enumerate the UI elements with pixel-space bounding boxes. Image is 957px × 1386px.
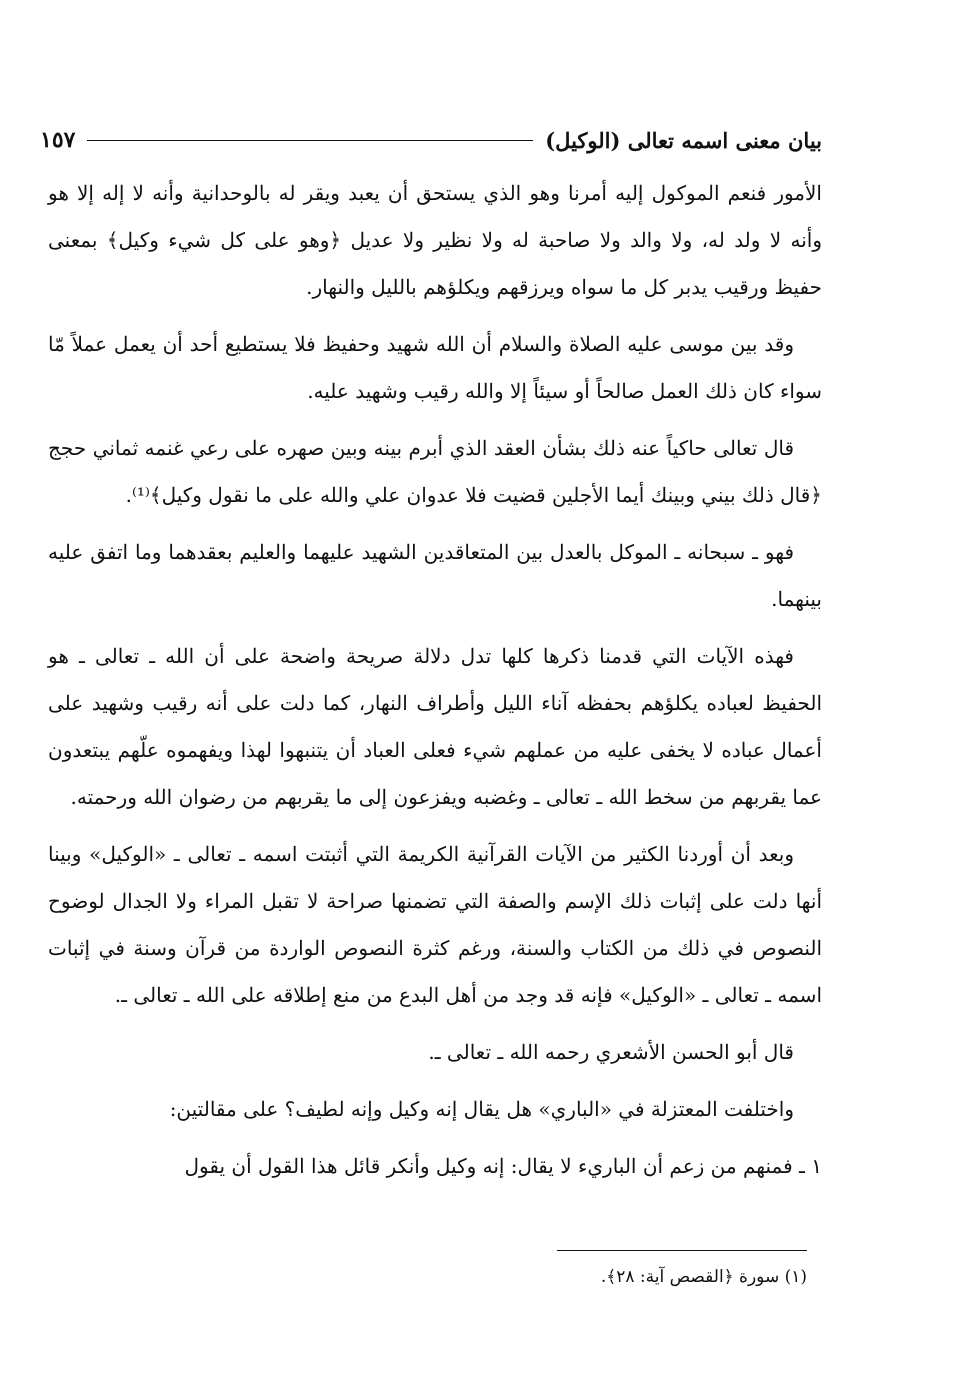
paragraph: واختلفت المعتزلة في «الباري» هل يقال إنه وكيل وإنه لطيف؟ على مقالتين: bbox=[169, 1097, 794, 1121]
paragraph: ١ ـ فمنهم من زعم أن الباريء لا يقال: إنه وكيل وأنكر قائل هذا القول أن يقول bbox=[184, 1154, 822, 1178]
page-number: ١٥٧ bbox=[40, 127, 76, 153]
paragraph: وبعد أن أوردنا الكثير من الآيات القرآنية الكريمة التي أثبتت اسمه ـ تعالى ـ «الوكيل» وبينا أنها دلت على إثبات ذلك الإسم والصفة التي تضمنها صراحة لا تقبل المراء ولا الجدال لوضوح النصوص في ذلك من الكتاب والسنة، ورغم كثرة النصوص الواردة من قرآن وسنة في إثبات اسمه ـ تعالى ـ «الوكيل» فإنه قد وجد من أهل البدع من منع إطلاقه على الله ـ تعالى ـ. bbox=[48, 842, 822, 1007]
body-text bbox=[48, 170, 822, 1200]
paragraph: قال أبو الحسن الأشعري رحمه الله ـ تعالى ـ. bbox=[428, 1040, 794, 1064]
running-title: بيان معنى اسمه تعالى (الوكيل) bbox=[545, 127, 822, 153]
paragraph: الأمور فنعم الموكول إليه أمرنا وهو الذي يستحق أن يعبد ويقر له بالوحدانية وأنه لا إله إلا هو وأنه لا ولد له، ولا والد ولا صاحبة له ولا نظير ولا عديل ﴿وهو على كل شيء وكيل﴾ بمعنى حفيظ ورقيب يدبر كل ما سواه ويرزقهم ويكلؤهم بالليل والنهار. bbox=[48, 181, 822, 299]
paragraph: فهذه الآيات التي قدمنا ذكرها كلها تدل دلالة صريحة واضحة على أن الله ـ تعالى ـ هو الحفيظ لعباده يكلؤهم بحفظه آناء الليل وأطراف النهار، كما دلت على أنه رقيب وشهيد على أعمال عباده لا يخفى عليه من عملهم شيء فعلى العباد أن يتنبهوا لهذا ويفهموه علّهم يبتعدون عما يقربهم من سخط الله ـ تعالى ـ وغضبه ويفزعون إلى ما يقربهم من رضوان الله ورحمته. bbox=[48, 644, 822, 809]
footnote: (١) سورة ﴿القصص آية: ٢٨﴾. bbox=[600, 1267, 807, 1287]
paragraph: قال تعالى حاكياً عنه ذلك بشأن العقد الذي أبرم بينه وبين صهره على رعي غنمه ثماني حجج ﴿قال ذلك بيني وبينك أيما الأجلين قضيت فلا عدوان علي والله على ما نقول وكيل﴾⁽¹⁾. bbox=[48, 436, 822, 507]
paragraph: وقد بين موسى عليه الصلاة والسلام أن الله شهيد وحفيظ فلا يستطيع أحد أن يعمل عملاً مّا سواء كان ذلك العمل صالحاً أو سيئاً إلا والله رقيب وشهيد عليه. bbox=[48, 332, 822, 403]
page-header bbox=[40, 118, 822, 162]
paragraph: فهو ـ سبحانه ـ الموكل بالعدل بين المتعاقدين الشهيد عليهما والعليم بعقدهما وما اتفق عليه بينهما. bbox=[48, 540, 822, 611]
footnote-rule bbox=[557, 1250, 807, 1251]
header-rule bbox=[87, 140, 533, 141]
